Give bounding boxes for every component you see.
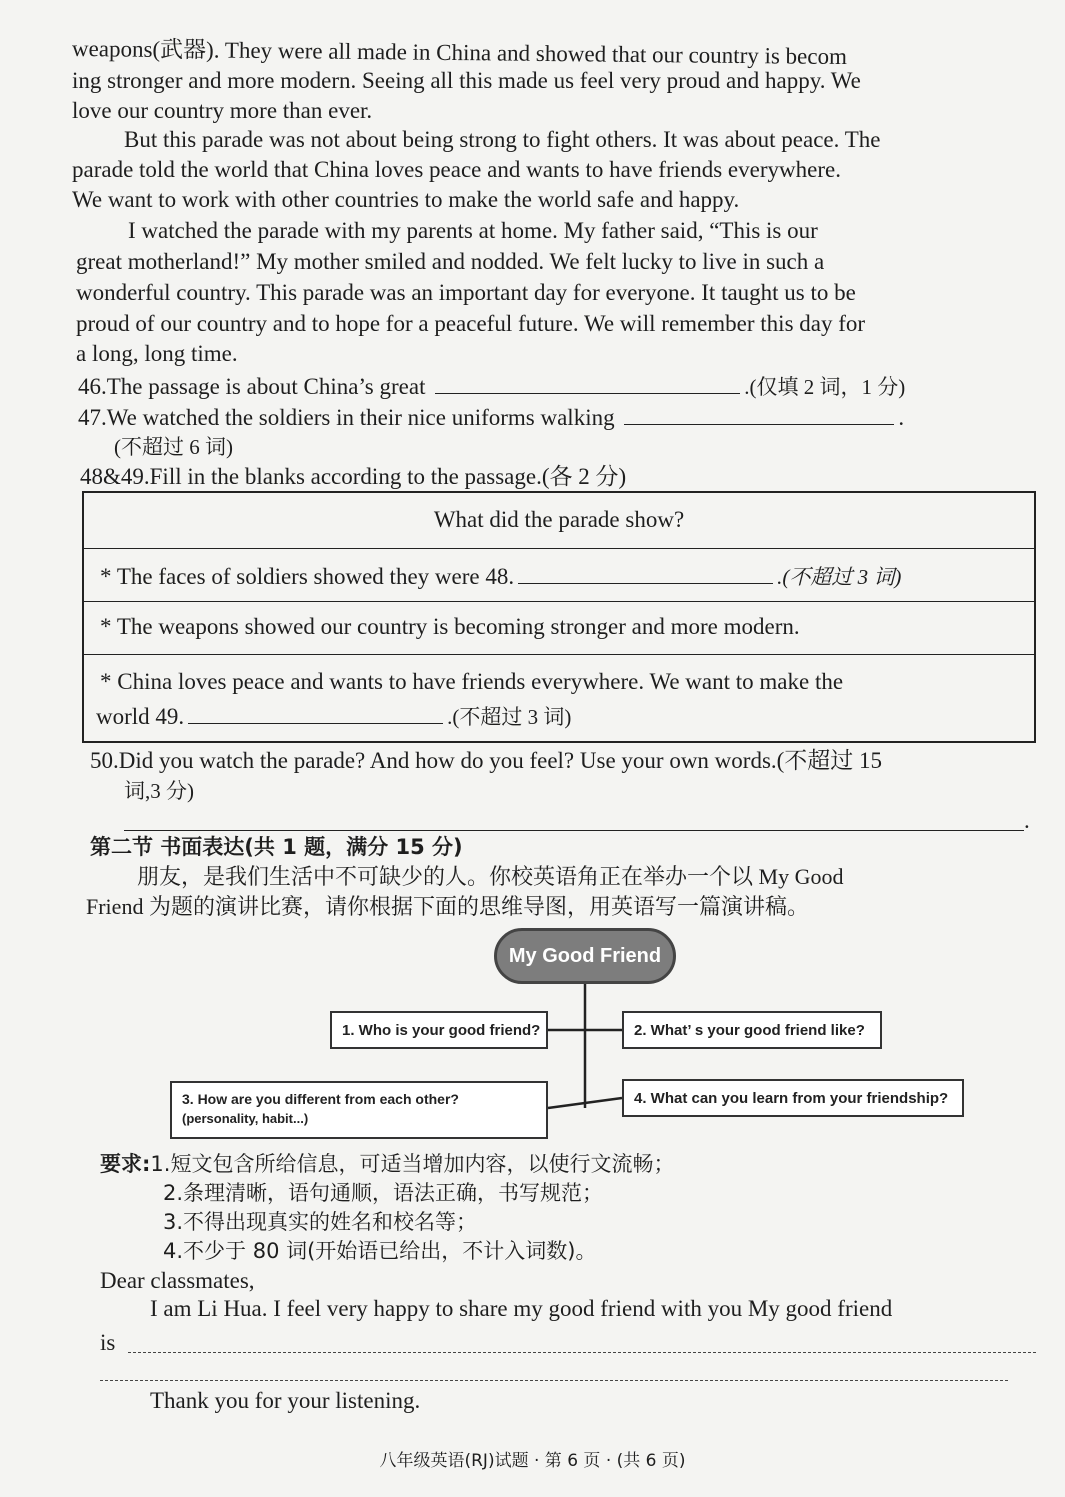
row-1-text: * The faces of soldiers showed they were 48. (100, 564, 515, 589)
question-46-text: 46.The passage is about China’s great (78, 374, 426, 399)
question-47-note: (不超过 6 词) (114, 435, 233, 459)
section-title: 第二节 书面表达(共 1 题，满分 15 分) (90, 835, 463, 859)
requirement-2: 2.条理清晰，语句通顺，语法正确，书写规范； (163, 1181, 604, 1205)
writing-line-1[interactable] (128, 1352, 1036, 1353)
table-row (84, 602, 1034, 655)
passage-line-11: a long, long time. (76, 341, 238, 366)
passage-line-6: We want to work with other countries to make the world safe and happy. (72, 187, 740, 212)
question-47-text: 47.We watched the soldiers in their nice uniforms walking (78, 405, 615, 430)
row-3-text: world 49. (96, 704, 185, 729)
row-3-note: .(不超过 3 词) (447, 705, 572, 729)
requirement-1-text: 1.短文包含所给信息，可适当增加内容，以使行文流畅； (150, 1152, 675, 1176)
passage-line-4: But this parade was not about being strong to fight others. It was about peace. The (124, 127, 881, 152)
mindmap-branch-3 (170, 1081, 548, 1139)
table-row-2: * The weapons showed our country is becoming stronger and more modern. (100, 614, 800, 639)
table-row-1 (100, 561, 901, 591)
writing-line-2[interactable] (100, 1380, 1008, 1381)
requirement-3: 3.不得出现真实的姓名和校名等； (163, 1210, 478, 1234)
row-1-note: .(不超过 3 词) (777, 565, 902, 589)
question-46 (78, 371, 905, 402)
writing-intro-1: 朋友，是我们生活中不可缺少的人。你校英语角正在举办一个以 My Good (137, 864, 844, 889)
table-row (84, 549, 1034, 602)
answer-46-blank[interactable] (435, 371, 740, 394)
table-header-row (84, 493, 1034, 549)
answer-50-end: . (1024, 808, 1030, 833)
answer-table (82, 491, 1036, 743)
writing-intro-2: Friend 为题的演讲比赛，请你根据下面的思维导图，用英语写一篇演讲稿。 (86, 894, 809, 919)
answer-49-blank[interactable] (188, 701, 443, 724)
letter-greeting: Dear classmates, (100, 1268, 255, 1293)
letter-opening: I am Li Hua. I feel very happy to share my good friend with you My good friend (150, 1296, 893, 1321)
question-50-line-2: 词,3 分) (124, 779, 194, 803)
table-row-3-line-1: * China loves peace and wants to have friends everywhere. We want to make the (100, 669, 844, 694)
question-48-49-instruction: 48&49.Fill in the blanks according to the passage.(各 2 分) (80, 464, 627, 489)
table-row-3-line-2 (96, 701, 571, 731)
table-header: What did the parade show? (433, 507, 685, 532)
passage-line-7: I watched the parade with my parents at home. My father said, “This is our (128, 218, 818, 243)
mindmap-branch-3-line-2: (personality, habit...) (182, 1111, 309, 1126)
letter-closing: Thank you for your listening. (150, 1388, 421, 1413)
question-50-line-1: 50.Did you watch the parade? And how do you feel? Use your own words.(不超过 15 (90, 748, 883, 773)
passage-line-3: love our country more than ever. (72, 98, 373, 123)
mindmap-center: My Good Friend (494, 928, 676, 984)
mindmap-branch-1: 1. Who is your good friend? (330, 1011, 548, 1049)
answer-50-line[interactable] (124, 830, 1024, 831)
answer-48-blank[interactable] (518, 561, 773, 584)
mindmap-branch-4: 4. What can you learn from your friendship? (622, 1079, 964, 1117)
mindmap-branch-3-line-1: 3. How are you different from each other? (182, 1091, 459, 1107)
question-47 (78, 402, 904, 433)
passage-line-10: proud of our country and to hope for a peaceful future. We will remember this day for (76, 311, 866, 336)
requirement-1 (100, 1149, 674, 1179)
passage-line-5: parade told the world that China loves peace and wants to have friends everywhere. (72, 157, 841, 182)
question-47-end: . (898, 405, 905, 430)
passage-line-1: weapons(武器). They were all made in China and showed that our country is becom (71, 36, 848, 70)
passage-line-8: great motherland!” My mother smiled and nodded. We felt lucky to live in such a (76, 249, 825, 274)
mindmap-branch-2: 2. What’ s your good friend like? (622, 1011, 882, 1049)
requirement-label: 要求: (100, 1152, 151, 1176)
passage-line-2: ing stronger and more modern. Seeing all this made us feel very proud and happy. We (72, 68, 861, 93)
letter-is: is (100, 1330, 116, 1355)
table-row (84, 655, 1034, 741)
answer-47-blank[interactable] (624, 402, 894, 425)
page-footer: 八年级英语(RJ)试题 · 第 6 页 · (共 6 页) (379, 1451, 686, 1471)
passage-line-9: wonderful country. This parade was an important day for everyone. It taught us to be (76, 280, 856, 305)
requirement-4: 4.不少于 80 词(开始语已给出，不计入词数)。 (163, 1239, 597, 1263)
question-46-note: .(仅填 2 词，1 分) (744, 375, 906, 399)
